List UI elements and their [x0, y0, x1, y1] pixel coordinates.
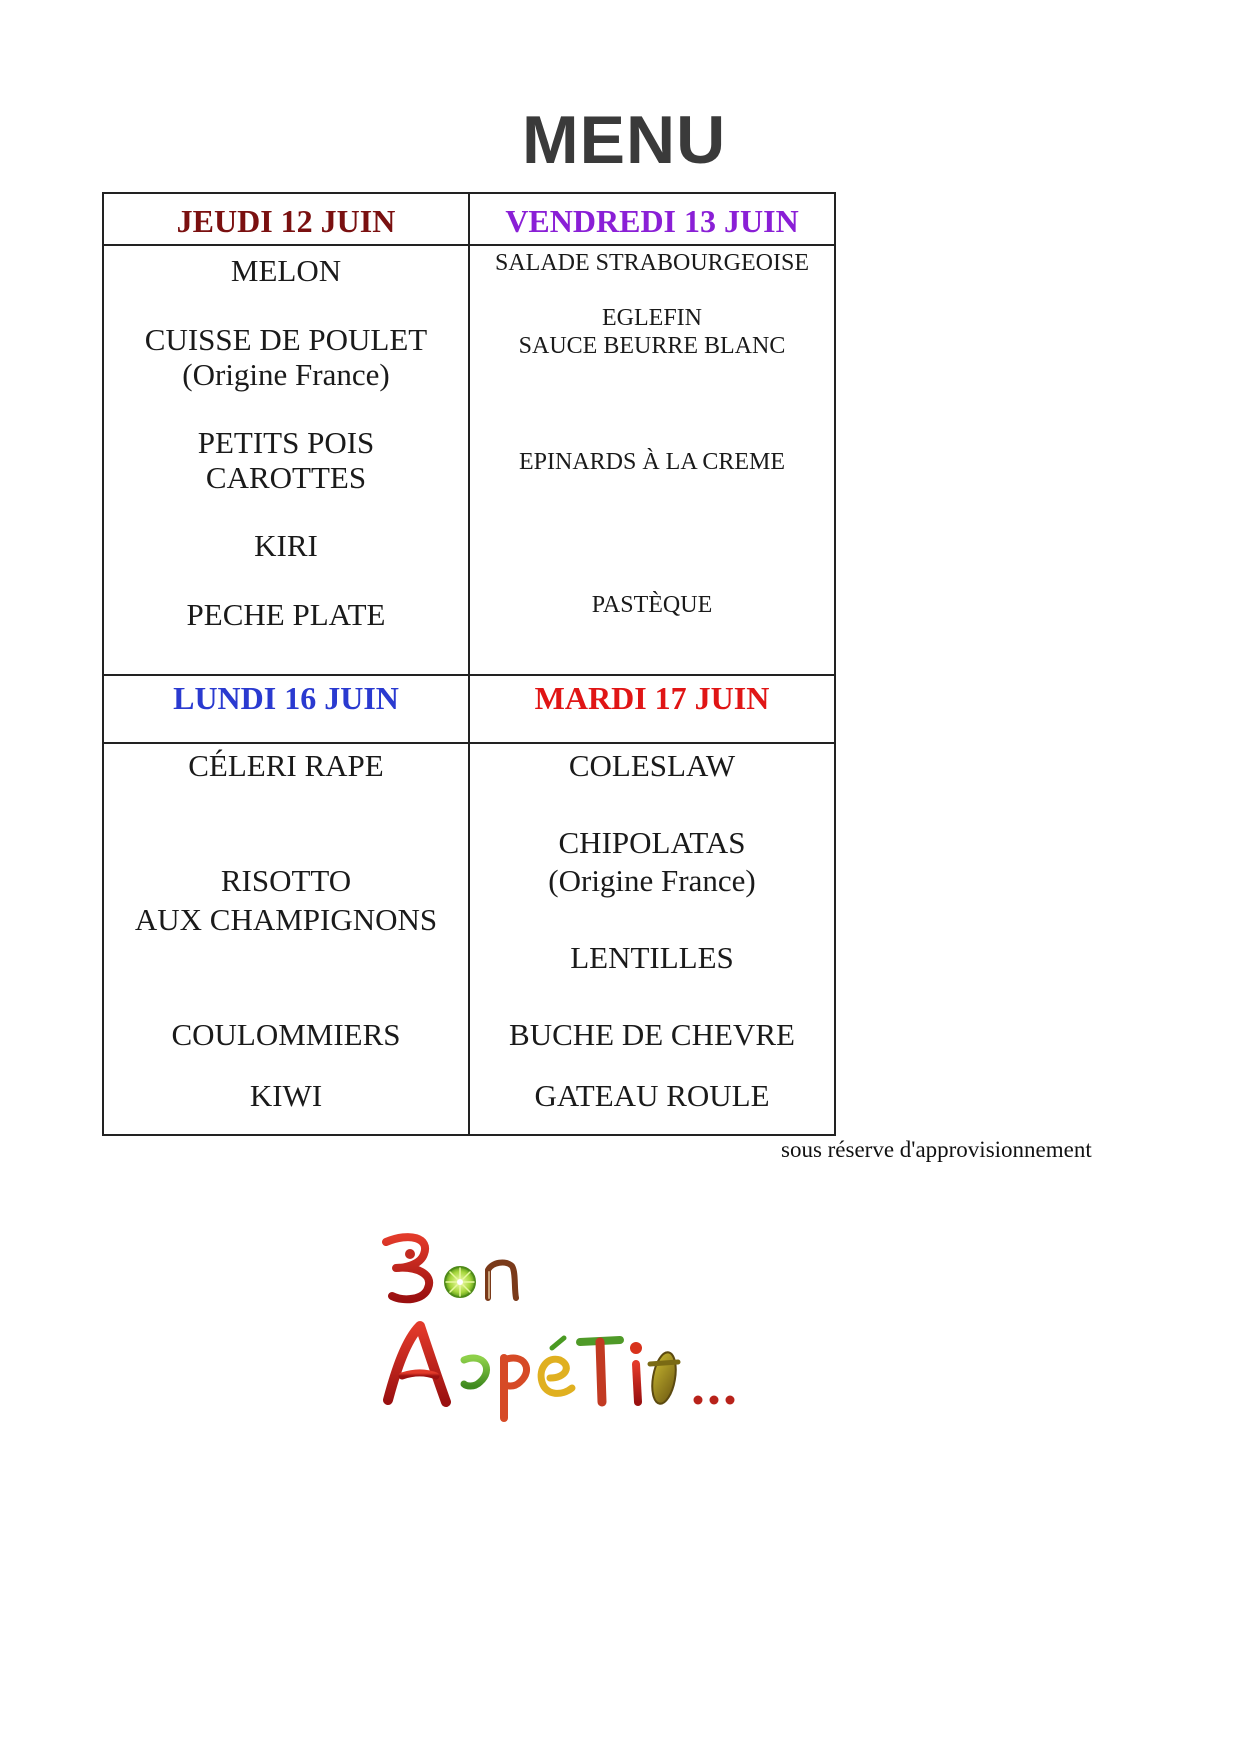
dish-item: BUCHE DE CHEVRE	[509, 1017, 795, 1052]
dish-item: AUX CHAMPIGNONS	[134, 902, 438, 937]
dish-item: KIWI	[249, 1078, 323, 1113]
dish-item: CUISSE DE POULET	[144, 322, 428, 357]
dish-item: SAUCE BEURRE BLANC	[518, 333, 786, 359]
dish-item: COLESLAW	[568, 748, 736, 783]
bon-appetit-logo	[380, 1230, 830, 1450]
dish-item: RISOTTO	[220, 863, 352, 898]
day-header-tuesday: MARDI 17 JUIN	[534, 680, 770, 716]
dish-item: (Origine France)	[182, 357, 390, 392]
day-menu-monday	[104, 744, 470, 1136]
supply-disclaimer: sous réserve d'approvisionnement	[781, 1137, 1092, 1162]
dish-item: SALADE STRABOURGEOISE	[494, 250, 809, 276]
day-header-monday: LUNDI 16 JUIN	[173, 680, 399, 716]
dish-item: CÉLERI RAPE	[188, 748, 384, 783]
page-title: MENU	[522, 102, 727, 178]
logo-word-appetit	[388, 1326, 735, 1418]
dish-item: LENTILLES	[570, 940, 734, 975]
day-header-cell-thursday	[104, 194, 470, 246]
dish-item: (Origine France)	[548, 863, 756, 898]
day-menu-tuesday	[470, 744, 836, 1136]
logo-word-bon	[386, 1237, 516, 1299]
dish-item: CHIPOLATAS	[558, 825, 746, 860]
menu-table	[102, 192, 836, 1136]
dish-item: PETITS POIS	[197, 425, 375, 460]
day-header-cell-monday	[104, 676, 470, 744]
dish-item: GATEAU ROULE	[534, 1078, 770, 1113]
dish-item: MELON	[230, 253, 342, 288]
day-header-cell-friday	[470, 194, 836, 246]
day-menu-friday	[470, 246, 836, 676]
day-header-thursday: JEUDI 12 JUIN	[176, 203, 396, 239]
dish-item: COULOMMIERS	[171, 1017, 401, 1052]
dish-item: KIRI	[254, 528, 318, 563]
dish-item: EPINARDS À LA CREME	[518, 449, 786, 475]
dish-item: PASTÈQUE	[591, 592, 713, 618]
dish-item: EGLEFIN	[602, 305, 702, 331]
dish-item: PECHE PLATE	[186, 597, 386, 632]
day-menu-thursday	[104, 246, 470, 676]
dish-item: CAROTTES	[205, 460, 367, 495]
day-header-cell-tuesday	[470, 676, 836, 744]
day-header-friday: VENDREDI 13 JUIN	[505, 203, 799, 239]
